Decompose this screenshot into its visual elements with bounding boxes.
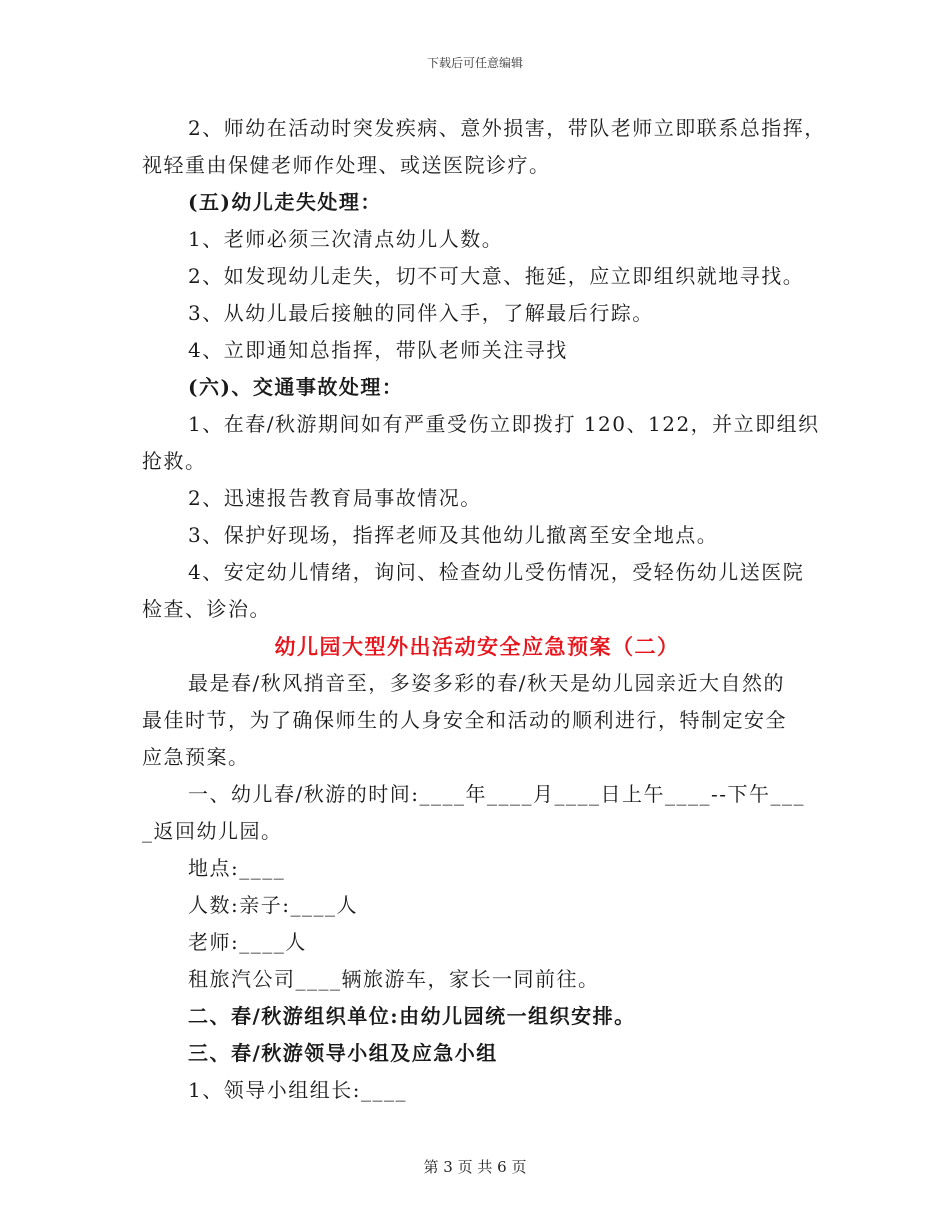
paragraph-line: 应急预案。	[142, 745, 250, 769]
section-heading: 二、春/秋游组织单位:由幼儿园统一组织安排。	[188, 1004, 636, 1028]
paragraph-line: _返回幼儿园。	[142, 819, 283, 843]
paragraph-line: 3、保护好现场，指挥老师及其他幼儿撤离至安全地点。	[188, 523, 719, 547]
paragraph-line: 一、幼儿春/秋游的时间:____年____月____日上午____--下午___	[188, 782, 805, 806]
section-heading: (五)幼儿走失处理：	[188, 190, 382, 214]
paragraph-line: 最佳时节，为了确保师生的人身安全和活动的顺利进行，特制定安全	[142, 708, 787, 732]
paragraph-line: 1、老师必须三次清点幼儿人数。	[188, 227, 504, 251]
paragraph-line: 租旅汽公司____辆旅游车，家长一同前往。	[188, 967, 600, 991]
page-header-note: 下载后可任意编辑	[426, 56, 523, 70]
section-heading: (六)、交通事故处理：	[188, 375, 404, 399]
paragraph-line: 4、安定幼儿情绪，询问、检查幼儿受伤情况，受轻伤幼儿送医院	[188, 560, 805, 584]
section-heading: 三、春/秋游领导小组及应急小组	[188, 1041, 498, 1065]
paragraph-line: 最是春/秋风捎音至，多姿多彩的春/秋天是幼儿园亲近大自然的	[188, 671, 785, 695]
paragraph-line: 地点:____	[188, 856, 286, 880]
paragraph-line: 3、从幼儿最后接触的同伴入手，了解最后行踪。	[188, 301, 654, 325]
paragraph-line: 2、如发现幼儿走失，切不可大意、拖延，应立即组织就地寻找。	[188, 264, 805, 288]
paragraph-line: 人数:亲子:____人	[188, 893, 358, 917]
paragraph-line: 老师:____人	[188, 930, 307, 954]
paragraph-line: 1、领导小组组长:____	[188, 1078, 407, 1102]
paragraph-line: 2、师幼在活动时突发疾病、意外损害，带队老师立即联系总指挥，	[188, 116, 826, 140]
paragraph-line: 1、在春/秋游期间如有严重受伤立即拨打 120、122，并立即组织	[188, 412, 820, 436]
paragraph-line: 4、立即通知总指挥，带队老师关注寻找	[188, 338, 568, 362]
document-title: 幼儿园大型外出活动安全应急预案（二）	[274, 634, 680, 659]
document-body	[142, 110, 826, 1109]
paragraph-line: 视轻重由保健老师作处理、或送医院诊疗。	[142, 153, 551, 177]
paragraph-line: 检查、诊治。	[142, 597, 271, 621]
paragraph-line: 抢救。	[142, 449, 207, 473]
page-number-footer: 第 3 页 共 6 页	[423, 1158, 527, 1176]
paragraph-line: 2、迅速报告教育局事故情况。	[188, 486, 482, 510]
